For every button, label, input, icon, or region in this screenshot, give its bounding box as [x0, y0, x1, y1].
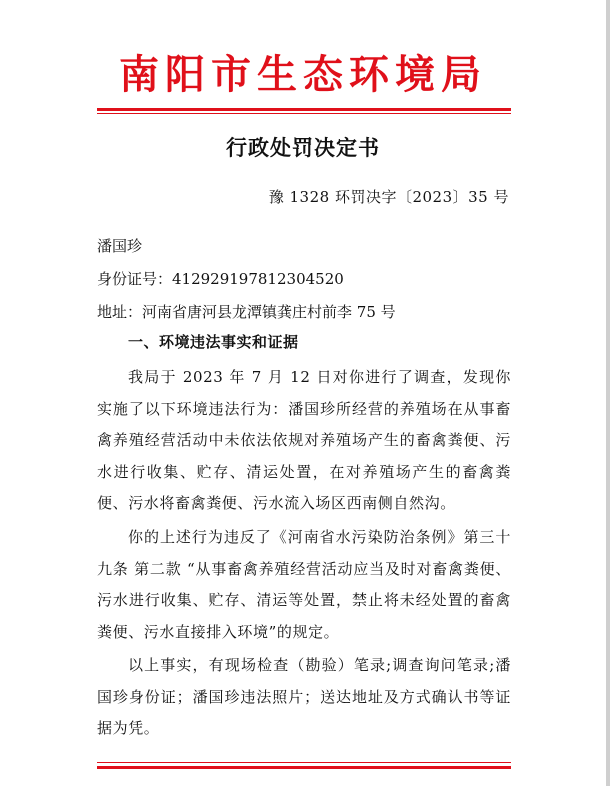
footer-rule-thin — [97, 762, 511, 763]
footer-rule-thick — [97, 766, 511, 769]
party-id-number: 身份证号：412929197812304520 — [97, 270, 344, 288]
party-name: 潘国珍 — [97, 237, 143, 255]
section-heading-facts: 一、环境违法事实和证据 — [128, 333, 299, 351]
paragraph-violation: 你的上述行为违反了《河南省水污染防治条例》第三十九条 第二款 “从事畜禽养殖经营活动应当及时对畜禽粪便、污水进行收集、贮存、清运等处置，禁止将未经处置的畜禽粪便、污水直接排入环境”的规定。 — [97, 528, 511, 641]
party-address: 地址：河南省唐河县龙潭镇龚庄村前李 75 号 — [97, 303, 396, 321]
scrollbar[interactable] — [606, 0, 610, 786]
document-number: 豫 1328 环罚决字〔2023〕35 号 — [268, 188, 509, 206]
paragraph-evidence: 以上事实，有现场检查（勘验）笔录;调查询问笔录;潘国珍身份证；潘国珍违法照片；送达地址及方式确认书等证据为凭。 — [97, 656, 511, 737]
letterhead-rule-thick — [97, 108, 511, 111]
letterhead-rule-thin — [97, 113, 511, 114]
paragraph-facts: 我局于 2023 年 7 月 12 日对你进行了调查，发现你实施了以下环境违法行为：潘国珍所经营的养殖场在从事畜禽养殖经营活动中未依法依规对养殖场产生的畜禽粪便、污水进行收集、贮存、清运处置，在对养殖场产生的畜禽粪便、污水将畜禽粪便、污水流入场区西南侧自然沟。 — [97, 368, 511, 512]
agency-letterhead: 南阳市生态环境局 — [119, 51, 487, 98]
document-title: 行政处罚决定书 — [226, 135, 380, 160]
